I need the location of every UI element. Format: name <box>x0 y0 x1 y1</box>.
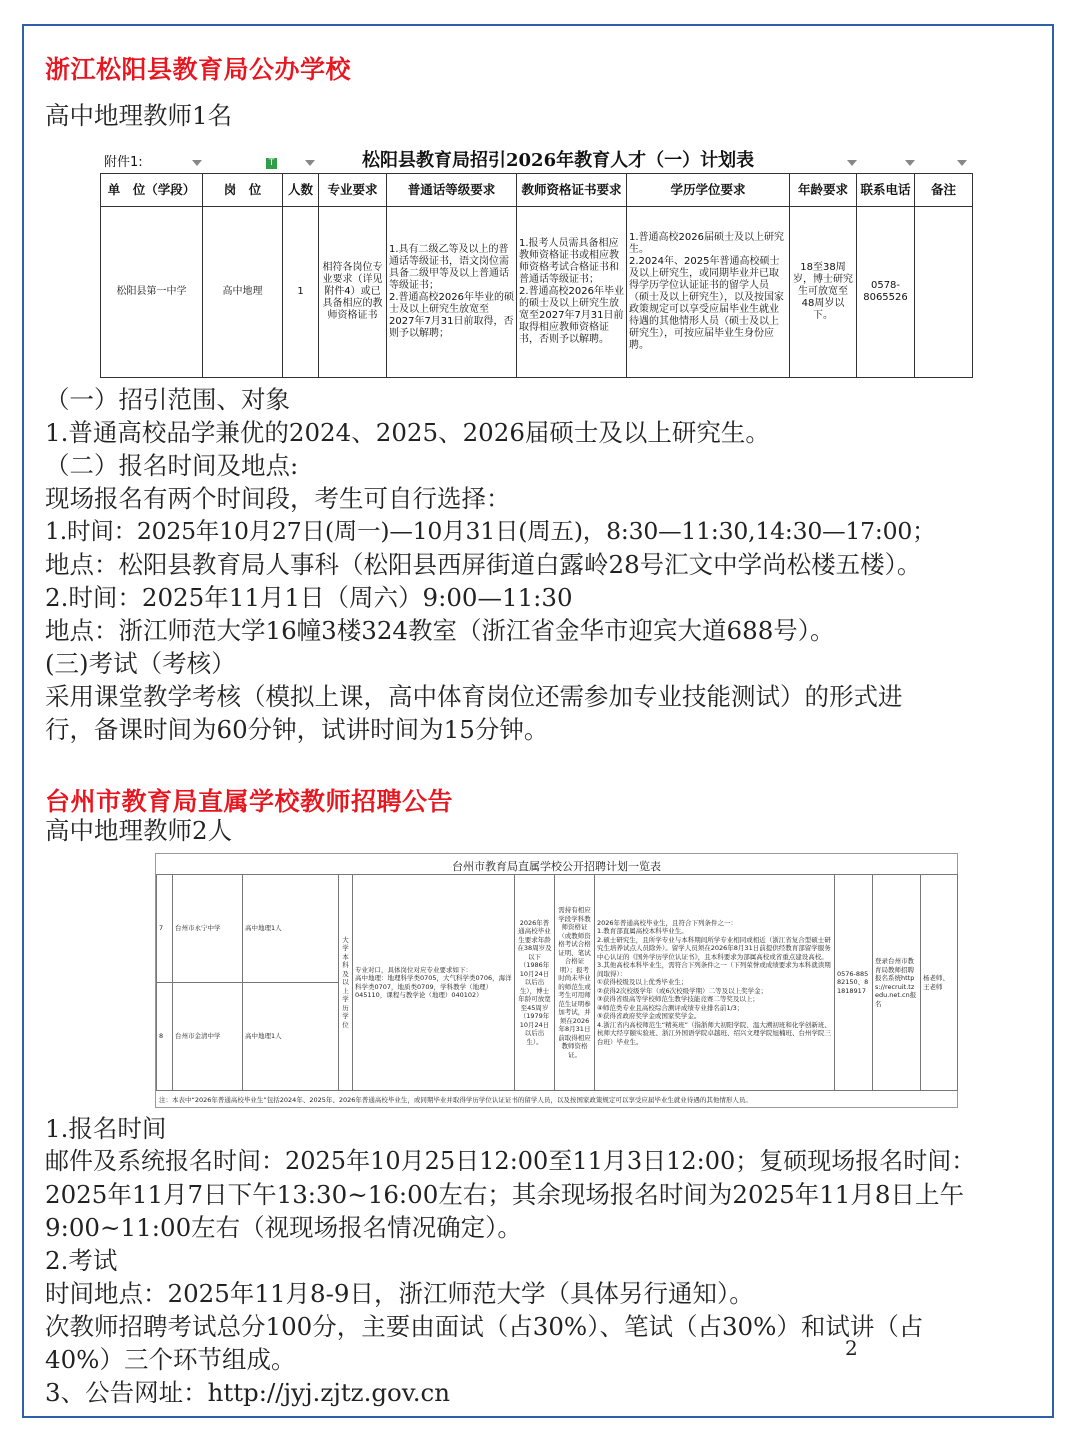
table-title: 台州市教育局直属学校公开招聘计划一览表 <box>452 860 661 873</box>
text-line: (三)考试（考核） <box>45 649 236 678</box>
cell-age: 18至38周岁，博士研究生可放宽至48周岁以下。 <box>790 207 857 378</box>
cell-no: 8 <box>157 983 173 1091</box>
text-line: 2025年11月7日下午13:30~16:00左右；其余现场报名时间为2025年11月8日上午 <box>45 1180 964 1209</box>
plan-table <box>100 173 973 378</box>
text-line: （一）招引范围、对象 <box>45 385 290 414</box>
text-line: 现场报名有两个时间段，考生可自行选择： <box>45 484 511 513</box>
header-phone: 联系电话 <box>857 174 915 207</box>
page-number: 2 <box>845 1336 858 1360</box>
cell-degree: 大学本科及以上学历学位 <box>339 875 353 1091</box>
table-title: 松阳县教育局招引2026年教育人才（一）计划表 <box>362 150 755 171</box>
section2-title: 台州市教育局直属学校教师招聘公告 <box>45 787 454 816</box>
filter-dropdown-icon[interactable] <box>192 160 202 166</box>
text-line: 行，备课时间为60分钟，试讲时间为15分钟。 <box>45 715 549 744</box>
filter-dropdown-icon[interactable] <box>305 160 315 166</box>
cell-signup: 登录台州市教育局教师招聘报名系统https://recruit.tzedu.net.cn报名 <box>873 875 921 1091</box>
text-line: 地点：松阳县教育局人事科（松阳县西屏街道白露岭28号汇文中学尚松楼五楼）。 <box>45 550 922 579</box>
cell-post: 高中地理1人 <box>243 983 339 1091</box>
header-mandarin: 普通话等级要求 <box>387 174 517 207</box>
section2-position: 高中地理教师2人 <box>45 816 233 845</box>
cell-cert: 1.报考人员需具备相应教师资格证书或相应教师资格考试合格证书和普通话等级证书； 2.普通高校2026年毕业的硕士及以上研究生放宽至2027年7月31日前取得相应教师资格证书，否则予以解聘。 <box>517 207 627 378</box>
text-line: 地点：浙江师范大学16幢3楼324教室（浙江省金华市迎宾大道688号）。 <box>45 616 835 645</box>
cell-unit: 松阳县第一中学 <box>101 207 203 378</box>
cell-school: 台州市永宁中学 <box>173 875 243 983</box>
filter-dropdown-icon[interactable] <box>847 160 857 166</box>
cell-contact: 杨老师、王老师 <box>921 875 958 1091</box>
header-remark: 备注 <box>915 174 973 207</box>
cell-remark <box>915 207 973 378</box>
header-cert: 教师资格证书要求 <box>517 174 627 207</box>
section1-title: 浙江松阳县教育局公办学校 <box>45 55 352 84</box>
header-post: 岗 位 <box>203 174 283 207</box>
header-count: 人数 <box>283 174 319 207</box>
cell-major: 相符各岗位专业要求（详见附件4）或已具备相应的教师资格证书 <box>319 207 387 378</box>
text-line: 邮件及系统报名时间：2025年10月25日12:00至11月3日12:00；复硕现场报名时间： <box>45 1147 976 1175</box>
text-line: （二）报名时间及地点: <box>45 451 299 480</box>
cell-mandarin: 1.具有二级乙等及以上的普通话等级证书，语文岗位需具备二级甲等及以上普通话等级证书； 2.普通高校2026年毕业的硕士及以上研究生放宽至2027年7月31日前取得，否则予以解聘； <box>387 207 517 378</box>
text-line: 次教师招聘考试总分100分，主要由面试（占30%）、笔试（占30%）和试讲（占 <box>45 1312 924 1341</box>
text-line: 1.时间：2025年10月27日(周一)—10月31日(周五)，8:30—11:30,14:30—17:00； <box>45 517 936 545</box>
cell-major: 专业对口，具体岗位对应专业要求如下： 高中地理：地理科学类0705，大气科学类0706，海洋科学类0707，地质类0709，学科教学（地理）045110，课程与教学论（地理）040102） <box>353 875 515 1091</box>
text-line: 2.时间：2025年11月1日（周六）9:00—11:30 <box>45 583 573 612</box>
header-degree: 学历学位要求 <box>627 174 790 207</box>
filter-dropdown-icon[interactable] <box>905 160 915 166</box>
cell-degree: 1.普通高校2026届硕士及以上研究生。 2.2024年、2025年普通高校硕士及以上研究生，或同期毕业并已取得学历学位认证证书的留学人员（硕士及以上研究生），以及按国家政策规定可以享受应届毕业生就业待遇的其他情形人员（硕士及以上研究生），可按应届毕业生身份应聘。 <box>627 207 790 378</box>
text-line: 40%）三个环节组成。 <box>45 1345 296 1374</box>
section1-position: 高中地理教师1名 <box>45 101 233 130</box>
cell-no: 7 <box>157 875 173 983</box>
announcement-url[interactable]: 3、公告网址：http://jyj.zjtz.gov.cn <box>45 1378 451 1407</box>
plan-table <box>156 874 958 1091</box>
cell-phone: 0576-88582150、81818917 <box>835 875 873 1091</box>
cell-post: 高中地理 <box>203 207 283 378</box>
text-line: 1.普通高校品学兼优的2024、2025、2026届硕士及以上研究生。 <box>45 418 770 447</box>
table-attachment-note: 附件1: <box>104 155 143 170</box>
table-footnote: 注：本表中“2026年普通高校毕业生”包括2024年、2025年、2026年普通高校毕业生，或同期毕业并取得学历学位认证证书的留学人员，以及按国家政策规定可以享受应届毕业生就业待遇的其他情形人员。 <box>159 1096 752 1104</box>
filter-toggle-icon[interactable]: T <box>266 158 277 169</box>
text-line: 9:00~11:00左右（视现场报名情况确定）。 <box>45 1213 522 1242</box>
text-line: 1.报名时间 <box>45 1114 167 1143</box>
header-major: 专业要求 <box>319 174 387 207</box>
cell-conditions: 2026年普通高校毕业生，且符合下列条件之一： 1.教育部直属高校本科毕业生。 2.硕士研究生，且所学专业与本科期间所学专业相同或相近（浙江省复合型硕士研究生培养试点人员除外）。留学人员须在2026年8月31日前提供经教育部留学服务中心认证的《国外学历学位认证书》，且本科要求为部属高校或省重点建设高校。 3.其他高校本科毕业生，需符合下列条件之一（下列荣誉或成绩要求为本科就读期间取得）： ①获得校级及以上优秀毕业生； ②获得2次校级学年（或6次校级学期）二等及以上奖学金； ③获得省级高等学校师范生教学技能竞赛二等奖及以上； ④师范类专业且高校综合测评成绩专业排名前1/3； ⑤获得省政府奖学金或国家奖学金。 4.浙江省内高校师范生“精英班”（指浙师大初阳学院、温大溯初班和化学创新班、杭师大经亨颐实验班、浙江外国语学院卓越班、绍兴文理学院旭楠班、台州学院三台班）毕业生。 <box>595 875 835 1091</box>
filter-dropdown-icon[interactable] <box>957 160 967 166</box>
cell-age: 2026年普通高校毕业生要求年龄在38周岁及以下（1986年10月24日以后出生），博士年龄可放宽至45周岁（1979年10月24日以后出生）。 <box>515 875 555 1091</box>
cell-phone: 0578-8065526 <box>857 207 915 378</box>
cell-school: 台州市金清中学 <box>173 983 243 1091</box>
taizhou-plan-table <box>155 853 958 1108</box>
text-line: 时间地点：2025年11月8-9日，浙江师范大学（具体另行通知）。 <box>45 1279 754 1308</box>
header-age: 年龄要求 <box>790 174 857 207</box>
cell-post: 高中地理1人 <box>243 875 339 983</box>
cell-cert: 需持有相应学段学科教师资格证（或教师资格考试合格证明、笔试合格证明）；报考时尚未毕业的师范生或考生可用师范生证明参加考试，并须在2026年8月31日前取得相应教师资格证。 <box>555 875 595 1091</box>
songyang-plan-table <box>100 143 972 376</box>
header-unit: 单 位（学段） <box>101 174 203 207</box>
cell-count: 1 <box>283 207 319 378</box>
text-line: 2.考试 <box>45 1246 118 1275</box>
text-line: 采用课堂教学考核（模拟上课，高中体育岗位还需参加专业技能测试）的形式进 <box>45 682 903 711</box>
